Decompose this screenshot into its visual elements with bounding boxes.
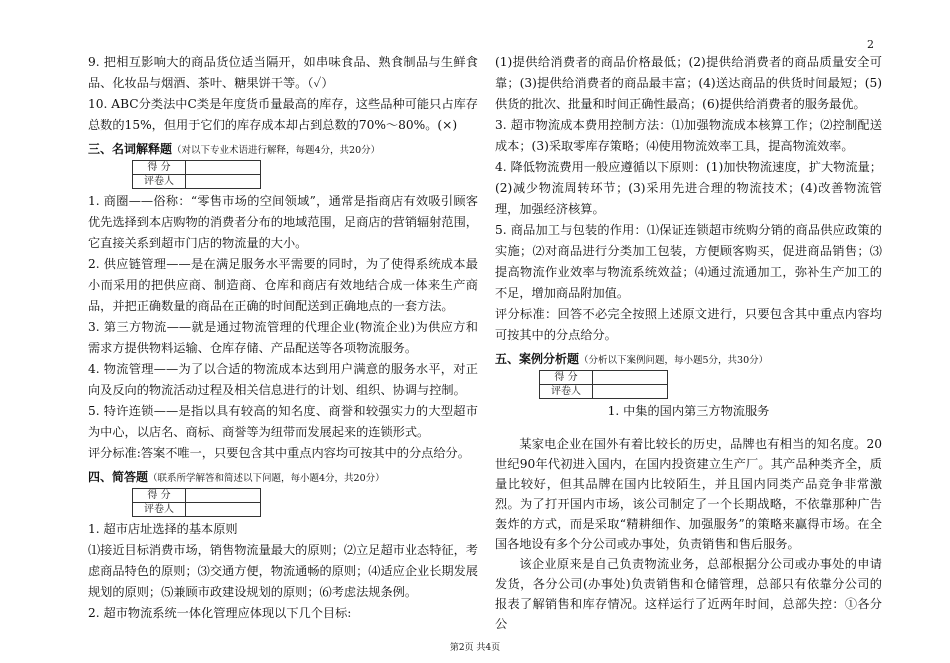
grader-field [186,175,261,189]
section-3-scoring-note: 评分标准:答案不唯一，只要包含其中重点内容均可按其中的分点给分。 [88,446,470,460]
page-number: 2 [867,38,874,51]
grader-label: 评卷人 [540,385,593,399]
section-3-title: 三、名词解释题 [88,142,173,156]
grader-label: 评卷人 [133,503,186,517]
score-field [593,371,668,385]
section-5-title: 五、案例分析题 [495,352,580,366]
term-answer-2: 2. 供应链管理——是在满足服务水平需要的同时，为了使得系统成本最小而采用的把供应商、制造商、仓库和商店有效地结合成一体来生产商品，并把正确数量的商品在正确的时间配送到正确地点的一套方法。 [88,257,478,313]
term-answer-5: 5. 特许连锁——是指以具有较高的知名度、商誉和较强实力的大型超市为中心，以店名、商标、商誉等为纽带而发展起来的连锁形式。 [88,404,478,439]
score-box-section-5 [539,370,668,399]
short-question-1: 1. 超市店址选择的基本原则 [88,522,238,536]
right-column [495,52,882,634]
case-paragraph-2: 该企业原来是自己负责物流业务，总部根据分公司或办事处的申请发货，各分公司(办事处)负责销售和仓储管理，总部只有依靠分公司的报表了解销售和库存情况。这样运行了近两年时间，总部失控：①各分公 [495,557,882,631]
section-4-scoring-note: 评分标准：回答不必完全按照上述原文进行，只要包含其中重点内容均可按其中的分点给分。 [495,307,882,342]
short-question-2: 2. 超市物流系统一体化管理应体现以下几个目标: [88,606,352,620]
term-answer-4: 4. 物流管理——为了以合适的物流成本达到用户满意的服务水平，对正向及反向的物流活动过程及相关信息进行的计划、组织、协调与控制。 [88,362,478,397]
grader-field [186,503,261,517]
section-3-note: （对以下专业术语进行解释，每题4分，共20分） [172,145,381,156]
section-5-note: （分析以下案例问题，每小题5分，共30分） [579,355,769,366]
term-answer-1: 1. 商圈——俗称：“零售市场的空间领域”，通常是指商店有效吸引顾客优先选择到本店购物的消费者分布的地域范围，足商店的营销辐射范围，它直接关系到超市门店的物流量的大小。 [88,194,478,250]
true-false-item-10: 10. ABC分类法中C类是年度货币量最高的库存，这些品种可能只占库存总数的15%，但用于它们的库存成本却占到总数的70%～80%。(×) [88,97,478,132]
score-label: 得 分 [133,489,186,503]
section-4-heading [88,468,478,488]
score-label: 得 分 [133,161,186,175]
grader-label: 评卷人 [133,175,186,189]
score-box-section-4 [132,488,261,517]
score-field [186,161,261,175]
page-footer: 第2页 共4页 [449,643,501,653]
short-answer-1: ⑴接近目标消费市场，销售物流量最大的原则；⑵立足超市业态特征，考虑商品特色的原则；⑶交通方便，物流通畅的原则；⑷适应企业长期发展规划的原则；⑸兼顾市政建设规划的原则；⑹考虑法规条例。 [88,543,478,599]
case-title: 1. 中集的国内第三方物流服务 [607,404,770,418]
true-false-item-9: 9. 把相互影响大的商品货位适当隔开，如串味食品、熟食制品与生鲜食品、化妆品与烟酒、茶叶、糖果饼干等。（✓） [88,55,478,90]
short-answer-3: 3. 超市物流成本费用控制方法：⑴加强物流成本核算工作；⑵控制配送成本；(3)采取零库存策略；⑷使用物流效率工具，提高物流效率。 [495,118,882,153]
section-3-heading [88,140,478,160]
short-answer-5: 5. 商品加工与包装的作用：⑴保证连锁超市统购分销的商品供应政策的实施；⑵对商品进行分类加工包装，方便顾客购买，促进商品销售；⑶提高物流作业效率与物流系统效益；⑷通过流通加工，弥补生产加工的不足，增加商品附加值。 [495,223,882,300]
section-5-heading [495,350,882,370]
short-answer-4: 4. 降低物流费用一般应遵循以下原则：(1)加快物流速度，扩大物流量；(2)减少物流周转环节；(3)采用先进合理的物流技术；(4)改善物流管理，加强经济核算。 [495,160,882,216]
case-paragraph-1: 某家电企业在国外有着比较长的历史，品牌也有相当的知名度。20世纪90年代初进入国内，在国内投资建立生产厂。其产品种类齐全，质量比较好，但其品牌在国内比较陌生，并且国内同类产品竞争非常激烈。为了打开国内市场，该公司制定了一个长期战略，不依靠那种广告轰炸的方式，而是采取“精耕细作、加强服务”的策略来赢得市场。在全国各地设有多个分公司或办事处，负责销售和售后服务。 [495,437,882,551]
score-field [186,489,261,503]
section-4-note: （联系所学解答和简述以下问题，每小题4分，共20分） [148,473,385,484]
grader-field [593,385,668,399]
section-4-title: 四、简答题 [88,470,149,484]
score-box-section-3 [132,160,261,189]
score-label: 得 分 [540,371,593,385]
left-column [88,52,478,624]
short-answer-2: (1)提供给消费者的商品价格最低；(2)提供给消费者的商品质量安全可靠；(3)提供给消费者的商品最丰富；(4)送达商品的供货时间最短；(5)供货的批次、批量和时间正确性最高；(6)提供给消费者的服务最优。 [495,55,882,111]
term-answer-3: 3. 第三方物流——就是通过物流管理的代理企业(物流企业)为供应方和需求方提供物料运输、仓库存储、产品配送等各项物流服务。 [88,320,478,355]
